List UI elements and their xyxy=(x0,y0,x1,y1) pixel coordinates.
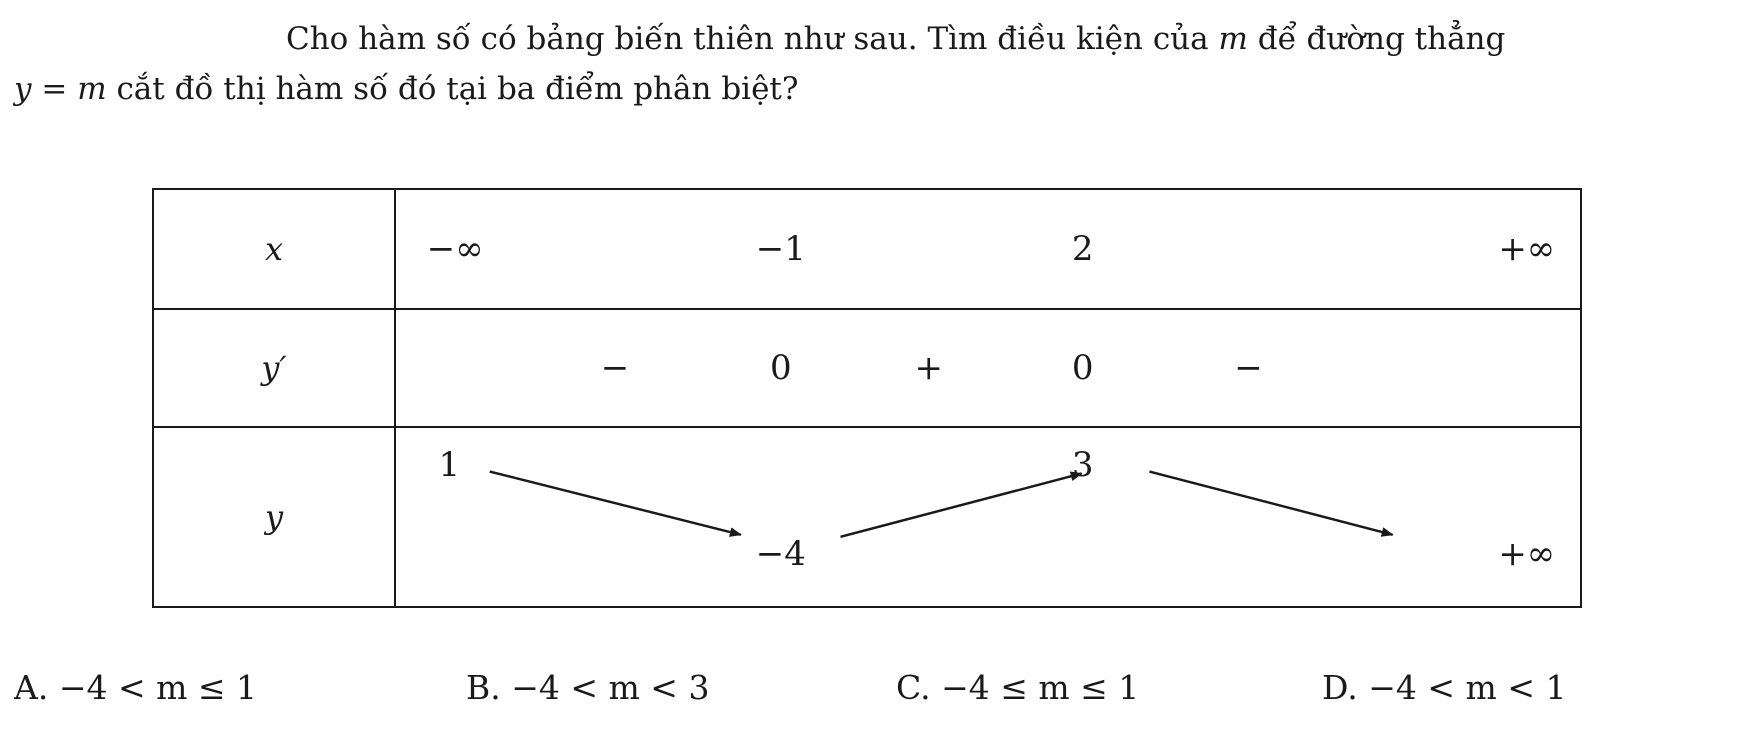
arrow-increasing xyxy=(840,473,1081,536)
question-line1-end: để đường thẳng xyxy=(1247,21,1506,57)
question-line1-text: Cho hàm số có bảng biến thiên như sau. Tìm điều kiện của xyxy=(286,21,1219,57)
x-value: −1 xyxy=(755,229,806,269)
question-var-m: m xyxy=(1218,21,1248,57)
x-value: +∞ xyxy=(1498,229,1556,269)
x-value: −∞ xyxy=(426,229,484,269)
question-line2-text: cắt đồ thị hàm số đó tại ba điểm phân biệt? xyxy=(106,71,799,107)
answer-option-d[interactable] xyxy=(1322,668,1566,707)
y-value: +∞ xyxy=(1498,534,1556,575)
x-values-cell xyxy=(395,189,1581,309)
question-equation: y = m xyxy=(14,71,107,107)
answer-option-b[interactable] xyxy=(466,668,709,707)
variation-arrows xyxy=(396,428,1580,606)
answer-letter: C. xyxy=(896,668,931,707)
answer-letter: A. xyxy=(14,668,49,707)
answer-option-c[interactable] xyxy=(896,668,1139,707)
yprime-sign: + xyxy=(914,348,944,388)
answer-option-a[interactable] xyxy=(14,668,257,707)
y-values-cell xyxy=(395,427,1581,607)
yprime-zero: 0 xyxy=(769,348,792,388)
label-yprime: y′ xyxy=(153,309,395,427)
table-row-y xyxy=(153,427,1581,607)
yprime-sign: − xyxy=(1234,348,1263,388)
answer-text: −4 < m ≤ 1 xyxy=(58,668,258,707)
answer-options xyxy=(14,668,1729,724)
table-row-yprime xyxy=(153,309,1581,427)
question-text xyxy=(14,14,1729,114)
arrow-decreasing-1 xyxy=(490,472,741,535)
yprime-zero: 0 xyxy=(1071,348,1094,388)
answer-letter: D. xyxy=(1322,668,1358,707)
yprime-sign: − xyxy=(600,348,630,388)
answer-text: −4 < m < 1 xyxy=(1368,668,1567,707)
answer-text: −4 ≤ m ≤ 1 xyxy=(941,668,1140,707)
x-value: 2 xyxy=(1071,229,1094,269)
label-y: y xyxy=(153,427,395,607)
answer-letter: B. xyxy=(466,668,501,707)
y-value: −4 xyxy=(755,534,806,575)
y-value: 3 xyxy=(1071,445,1094,486)
yprime-values-cell xyxy=(395,309,1581,427)
answer-text: −4 < m < 3 xyxy=(511,668,710,707)
label-x: x xyxy=(153,189,395,309)
table-row-x xyxy=(153,189,1581,309)
y-value: 1 xyxy=(438,445,461,486)
variation-table xyxy=(152,188,1582,606)
arrow-decreasing-2 xyxy=(1149,472,1392,535)
